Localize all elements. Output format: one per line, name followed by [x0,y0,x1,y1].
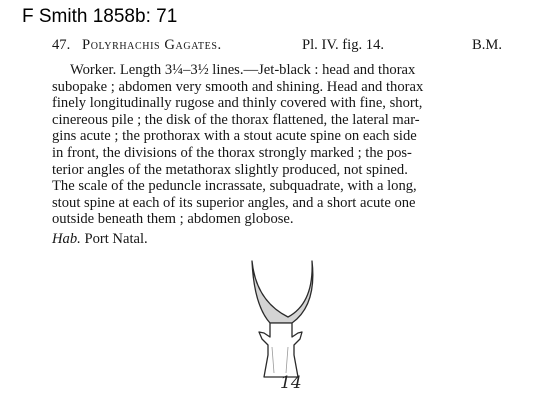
description-line: terior angles of the metathorax slightly produced, not spined. [52,161,408,178]
description-paragraph [52,62,502,228]
description-line: The scale of the peduncle incrassate, subquadrate, with a long, [52,178,417,195]
habitat-line [52,231,502,248]
plate-reference: Pl. IV. fig. 14. [302,37,385,53]
habitat-locality: Port Natal. [84,230,148,247]
description-line: finely longitudinally rugose and thinly covered with fine, short, [52,95,423,112]
species-name: Polyrhachis Gagates. [82,37,222,53]
scale-outline [252,261,313,323]
species-entry [52,37,502,248]
source-label: F Smith 1858b: 71 [22,6,178,27]
description-line: outside beneath them ; abdomen globose. [52,211,294,228]
description-line: cinereous pile ; the disk of the thorax flattened, the lateral mar- [52,111,420,128]
entry-heading [52,37,502,55]
description-line: gins acute ; the prothorax with a stout acute spine on each side [52,128,417,145]
entry-number: 47. [52,37,71,53]
scale-body [259,323,302,377]
habitat-label: Hab. [52,230,81,247]
description-line: subopake ; abdomen very smooth and shining. Head and thorax [52,78,424,95]
figure-number: 14 [280,373,302,393]
description-line: in front, the divisions of the thorax strongly marked ; the pos- [52,144,412,161]
description-line: Worker. Length 3¼–3½ lines.—Jet-black : head and thorax [70,62,416,78]
collection-code: B.M. [471,37,502,53]
description-line: stout spine at each of its superior angles, and a short acute one [52,194,416,211]
